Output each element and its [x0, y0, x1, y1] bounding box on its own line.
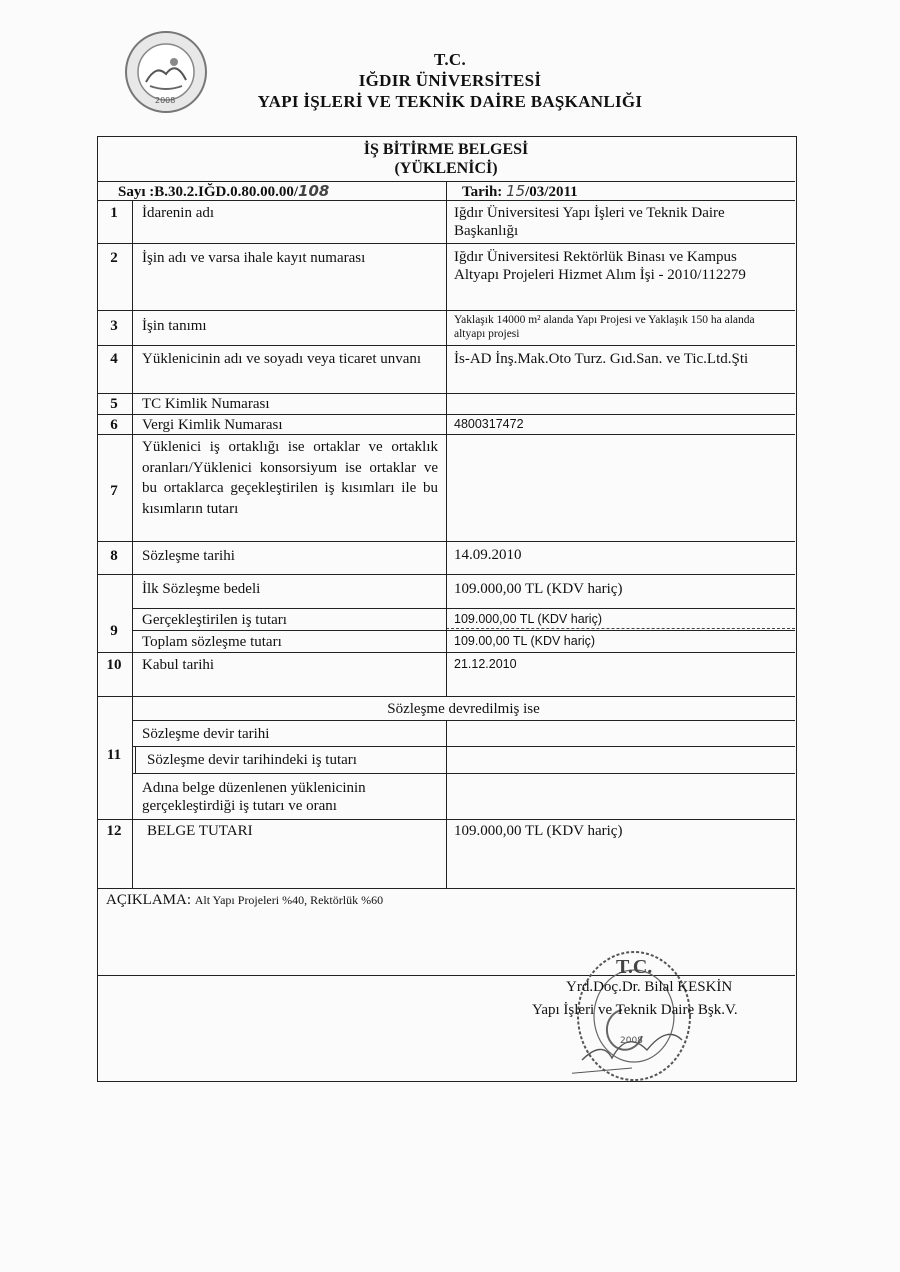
row-label: BELGE TUTARI — [147, 823, 253, 839]
row-label: Yüklenicinin adı ve soyadı veya ticaret unvanı — [142, 351, 422, 367]
row-label: Toplam sözleşme tutarı — [142, 634, 282, 650]
explanation-text: Alt Yapı Projeleri %40, Rektörlük %60 — [194, 893, 384, 907]
row-label: İlk Sözleşme bedeli — [142, 581, 261, 597]
row-number: 2 — [110, 250, 118, 266]
explanation-label: AÇIKLAMA: — [106, 892, 191, 908]
row-number: 5 — [110, 396, 118, 412]
document-date-handwritten-day: 15 — [506, 182, 526, 200]
row-number: 11 — [106, 747, 122, 763]
row-value: Yaklaşık 14000 m² alanda Yapı Projesi ve Yaklaşık 150 ha alanda altyapı projesi — [454, 314, 755, 340]
document-number-handwritten: 108 — [298, 182, 330, 200]
row-number: 10 — [106, 657, 122, 673]
row-value: 109.000,00 TL (KDV hariç) — [454, 581, 623, 597]
row-number: 3 — [110, 318, 118, 334]
row-number: 6 — [110, 417, 118, 433]
document-number — [118, 182, 329, 201]
explanation — [106, 891, 383, 909]
row-label: Vergi Kimlik Numarası — [142, 417, 283, 433]
row-number: 12 — [106, 823, 122, 839]
document-date-rest: /03/2011 — [525, 184, 578, 200]
row-label: Gerçekleştirilen iş tutarı — [142, 612, 287, 628]
row-label: Sözleşme devir tarihindeki iş tutarı — [147, 752, 357, 768]
row-label: Sözleşme tarihi — [142, 548, 235, 564]
row-value: 21.12.2010 — [454, 657, 517, 671]
row-number: 7 — [110, 483, 118, 499]
row-number: 1 — [110, 205, 118, 221]
row-number: 9 — [110, 623, 118, 639]
logo-year: 2008 — [155, 96, 176, 105]
row-value: İs-AD İnş.Mak.Oto Turz. Gıd.San. ve Tic.Ltd.Şti — [454, 351, 749, 367]
row-number: 4 — [110, 351, 118, 367]
row-label: İşin tanımı — [142, 318, 207, 334]
row-label: İşin adı ve varsa ihale kayıt numarası — [142, 250, 366, 266]
row-label: Kabul tarihi — [142, 657, 215, 673]
row-value: 109.000,00 TL (KDV hariç) — [454, 612, 602, 626]
stamp-year: 2008 — [620, 1036, 643, 1046]
row-label: İdarenin adı — [142, 205, 215, 221]
form-title: İŞ BİTİRME BELGESİ — [363, 141, 529, 158]
document-number-label: Sayı :B.30.2.IĞD.0.80.00.00/ — [118, 184, 299, 200]
row-value: Iğdır Üniversitesi Rektörlük Binası ve Kampus Altyapı Projeleri Hizmet Alım İşi - 2010/112279 — [454, 249, 746, 283]
row-label: Sözleşme devir tarihi — [142, 726, 270, 742]
header-department: YAPI İŞLERİ VE TEKNİK DAİRE BAŞKANLIĞI — [257, 92, 643, 111]
row-label: Yüklenici iş ortaklığı ise ortaklar ve ortaklık oranları/Yüklenici konsorsiyum ise ortaklar ve bu ortaklarca geçekleştirilen iş kısımları ile bu kısımların tutarı — [142, 439, 438, 517]
row-heading: Sözleşme devredilmiş ise — [387, 701, 540, 717]
row-value: 4800317472 — [454, 417, 524, 431]
form-subtitle: (YÜKLENİCİ) — [394, 160, 498, 177]
signatory-name: Yrd.Doç.Dr. Bilal KESKİN — [566, 979, 733, 995]
row-number: 8 — [110, 548, 118, 564]
row-label: TC Kimlik Numarası — [142, 396, 270, 412]
row-value: 14.09.2010 — [454, 547, 522, 563]
document-date-label: Tarih: — [462, 184, 503, 200]
stamp-tc: T.C. — [616, 956, 653, 978]
row-label: Adına belge düzenlenen yüklenicinin gerçekleştirdiği iş tutarı ve oranı — [142, 780, 366, 814]
header-university: IĞDIR ÜNİVERSİTESİ — [358, 71, 542, 90]
document-date — [462, 182, 578, 201]
signatory-title: Yapı İşleri ve Teknik Daire Bşk.V. — [532, 1002, 738, 1018]
row-value: Iğdır Üniversitesi Yapı İşleri ve Teknik Daire Başkanlığı — [454, 205, 725, 239]
row-value: 109.000,00 TL (KDV hariç) — [454, 823, 623, 839]
header-tc: T.C. — [433, 50, 467, 69]
row-value: 109.00,00 TL (KDV hariç) — [454, 634, 596, 648]
